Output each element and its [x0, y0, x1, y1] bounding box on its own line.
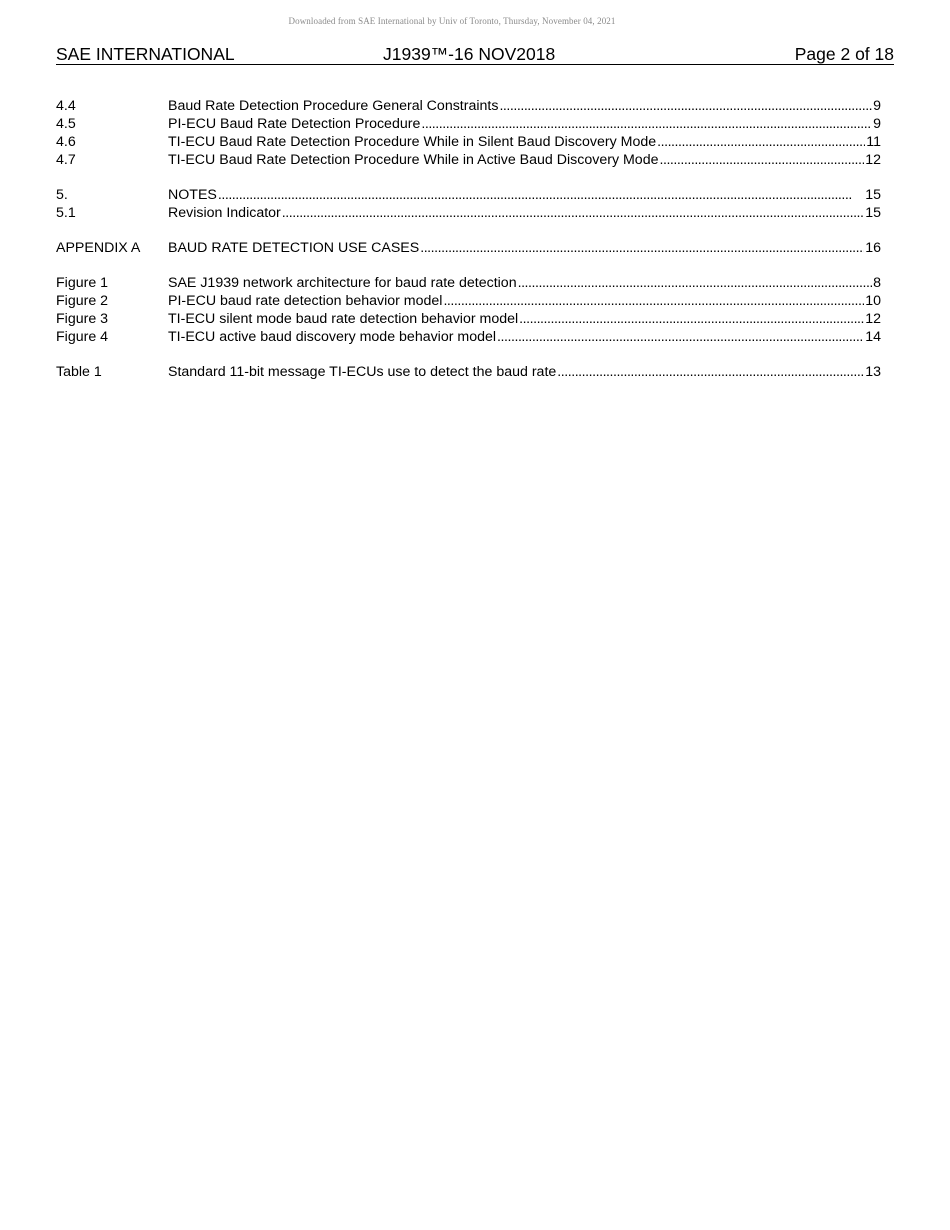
toc-entry-title: TI-ECU Baud Rate Detection Procedure While in Silent Baud Discovery Mode	[168, 134, 657, 150]
toc-dot-leader	[282, 204, 864, 222]
toc-entry-title: TI-ECU Baud Rate Detection Procedure While in Active Baud Discovery Mode	[168, 152, 659, 168]
toc-dot-leader	[659, 151, 864, 169]
toc-entry-number: 4.5	[56, 116, 76, 132]
toc-entry-number: 5.1	[56, 205, 76, 221]
toc-entry[interactable]	[56, 151, 881, 169]
toc-entry-page: 12	[865, 311, 881, 327]
toc-entry[interactable]	[56, 363, 881, 381]
download-watermark: Downloaded from SAE International by Univ of Toronto, Thursday, November 04, 2021	[288, 16, 616, 26]
toc-entry[interactable]	[56, 328, 881, 346]
toc-entry-page: 15	[865, 205, 881, 221]
toc-entry-title: SAE J1939 network architecture for baud rate detection	[168, 275, 517, 291]
toc-dot-leader	[443, 292, 864, 310]
header-page-label: Page 2 of 18	[794, 44, 894, 64]
toc-entry-title: TI-ECU silent mode baud rate detection behavior model	[168, 311, 519, 327]
toc-dot-leader	[421, 115, 872, 133]
toc-group-tables	[56, 363, 881, 381]
toc-entry-title: PI-ECU baud rate detection behavior model	[168, 293, 443, 309]
toc-entry[interactable]	[56, 97, 881, 115]
toc-entry-page: 10	[865, 293, 881, 309]
toc-entry-title: NOTES	[168, 187, 217, 203]
toc-entry-page: 9	[873, 116, 881, 132]
toc-entry[interactable]	[56, 292, 881, 310]
toc-entry-page: 9	[873, 98, 881, 114]
toc-entry-number: Figure 3	[56, 311, 109, 327]
toc-entry-number: Figure 2	[56, 293, 109, 309]
toc-dot-leader	[557, 363, 864, 381]
toc-entry-title: TI-ECU active baud discovery mode behavior model	[168, 329, 497, 345]
toc-entry-title: PI-ECU Baud Rate Detection Procedure	[168, 116, 421, 132]
toc-entry-page: 8	[873, 275, 881, 291]
toc-entry-page: 12	[865, 152, 881, 168]
toc-entry-number: Table 1	[56, 364, 102, 380]
toc-entry-title: Revision Indicator	[168, 205, 281, 221]
toc-entry-title: Baud Rate Detection Procedure General Constraints	[168, 98, 499, 114]
toc-entry-number: Figure 1	[56, 275, 109, 291]
toc-entry-page: 15	[865, 187, 881, 203]
toc-entry-number: APPENDIX A	[56, 240, 141, 256]
toc-entry[interactable]	[56, 274, 881, 292]
toc-entry-number: 5.	[56, 187, 68, 203]
toc-entry[interactable]	[56, 186, 881, 204]
page-header	[56, 44, 894, 65]
toc-dot-leader	[497, 328, 864, 346]
toc-entry[interactable]	[56, 204, 881, 222]
toc-entry[interactable]	[56, 310, 881, 328]
toc-entry-page: 13	[865, 364, 881, 380]
toc-group-sections-4	[56, 97, 881, 169]
toc-entry-number: 4.6	[56, 134, 76, 150]
toc-entry-number: Figure 4	[56, 329, 109, 345]
toc-dot-leader	[519, 310, 864, 328]
toc-dot-leader	[218, 186, 864, 204]
toc-entry[interactable]	[56, 133, 881, 151]
toc-dot-leader	[499, 97, 872, 115]
toc-entry[interactable]	[56, 115, 881, 133]
toc-entry-title: Standard 11-bit message TI-ECUs use to detect the baud rate	[168, 364, 557, 380]
toc-dot-leader	[657, 133, 865, 151]
toc-entry-page: 14	[865, 329, 881, 345]
toc-entry-page: 16	[865, 240, 881, 256]
toc-entry-number: 4.7	[56, 152, 76, 168]
header-document-id: J1939™-16 NOV2018	[383, 44, 556, 64]
toc-entry[interactable]	[56, 239, 881, 257]
toc-group-figures	[56, 274, 881, 346]
toc-entry-title: BAUD RATE DETECTION USE CASES	[168, 240, 420, 256]
toc-dot-leader	[420, 239, 864, 257]
header-organization: SAE INTERNATIONAL	[56, 44, 235, 64]
toc-group-notes	[56, 186, 881, 222]
toc-entry-number: 4.4	[56, 98, 76, 114]
toc-dot-leader	[518, 274, 873, 292]
toc-entry-page: 11	[866, 134, 881, 150]
table-of-contents	[56, 97, 881, 398]
toc-group-appendix	[56, 239, 881, 257]
